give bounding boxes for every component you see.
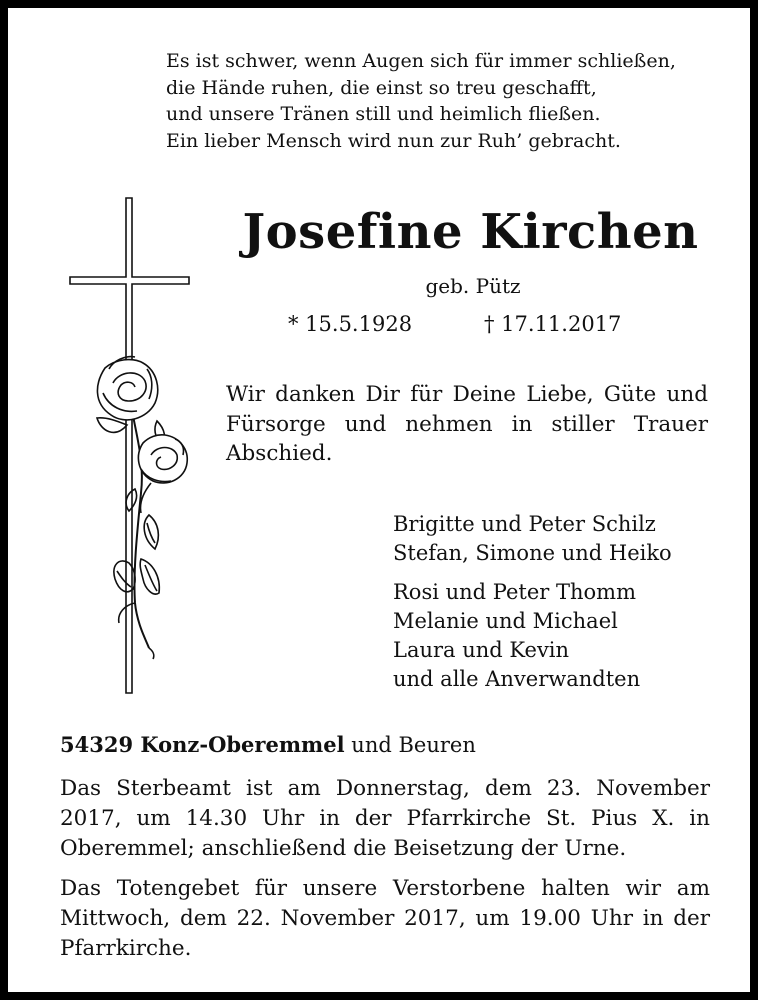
thanks-message: Wir danken Dir für Deine Liebe, Güte und Fürsorge und nehmen in stiller Trauer Abschied. [226,382,708,466]
mourner-line: Brigitte und Peter Schilz [393,512,656,536]
mourner-group [393,510,723,568]
mourner-line: Melanie und Michael [393,609,618,633]
location-rest: und Beuren [344,733,476,757]
maiden-name: geb. Pütz [425,274,521,298]
mourner-group [393,578,723,694]
location-city: 54329 Konz-Oberemmel [60,732,345,757]
memorial-poem [166,48,726,154]
mourner-line: Rosi und Peter Thomm [393,580,636,604]
mourner-line: Stefan, Simone und Heiko [393,541,672,565]
poem-line: Ein lieber Mensch wird nun zur Ruh’ gebracht. [166,129,621,152]
deceased-name: Josefine Kirchen [242,204,699,260]
death-date: † 17.11.2017 [484,312,622,336]
birth-date: * 15.5.1928 [288,312,413,336]
funeral-mass-info: Das Sterbeamt ist am Donnerstag, dem 23. November 2017, um 14.30 Uhr in der Pfarrkirche St. Pius X. in Oberemmel; anschließend die Beisetzung der Urne. [60,776,710,861]
poem-line: die Hände ruhen, die einst so treu geschafft, [166,76,597,99]
location-line [60,732,710,757]
prayer-service-info: Das Totengebet für unsere Verstorbene halten wir am Mittwoch, dem 22. November 2017, um 19.00 Uhr in der Pfarrkirche. [60,876,710,961]
mourners-list [393,510,723,704]
poem-line: und unsere Tränen still und heimlich fließen. [166,103,601,125]
poem-line: Es ist schwer, wenn Augen sich für immer schließen, [166,50,676,72]
cross-with-roses-icon [63,193,203,698]
mourner-line: und alle Anverwandten [393,667,641,691]
mourner-line: Laura und Kevin [393,638,570,662]
